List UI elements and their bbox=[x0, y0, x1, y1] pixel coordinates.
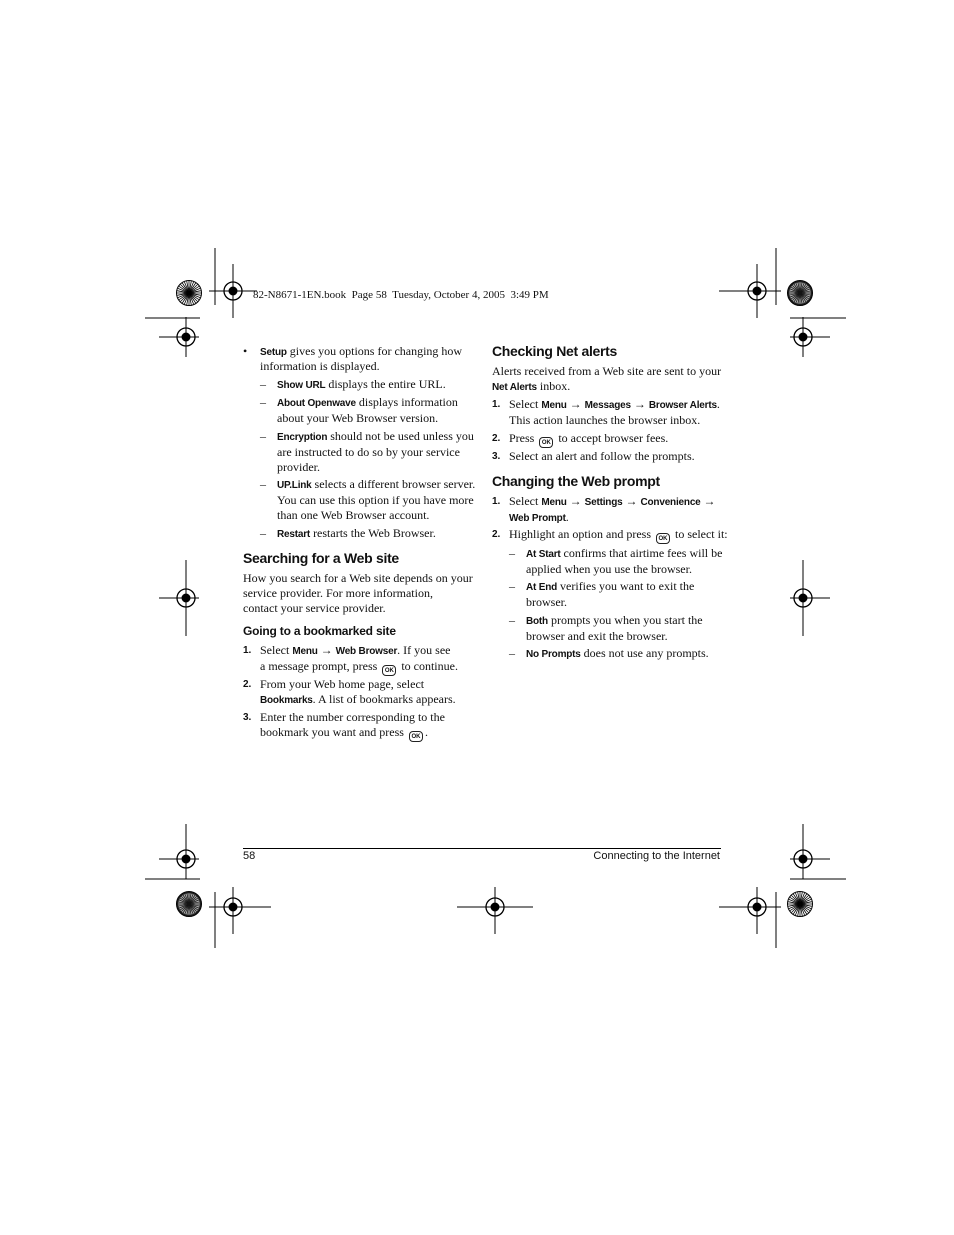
step-text: Press bbox=[509, 431, 535, 445]
step-text: Select bbox=[260, 643, 293, 657]
registration-target-icon bbox=[790, 560, 830, 636]
page-number: 58 bbox=[243, 850, 256, 862]
subitem-label: Both bbox=[526, 616, 548, 627]
dash-marker: – bbox=[260, 429, 266, 443]
subitem-text: selects a different browser server. bbox=[311, 477, 476, 491]
subitem-text: browser. bbox=[526, 595, 567, 609]
step-text: to accept browser fees. bbox=[555, 431, 669, 445]
subitem-label: No Prompts bbox=[526, 649, 581, 660]
registration-target-icon bbox=[790, 317, 830, 357]
subitem-text: restarts the Web Browser. bbox=[310, 526, 436, 540]
subitem-text: prompts you when you start the bbox=[547, 613, 703, 627]
web-prompt-step-1 bbox=[509, 494, 716, 526]
subitem-text: are instructed to do so by your service bbox=[277, 445, 460, 459]
registration-target-icon bbox=[719, 264, 781, 318]
net-alerts-body bbox=[492, 364, 721, 395]
step-text: This action launches the browser inbox. bbox=[509, 413, 701, 427]
subitem-uplink bbox=[277, 477, 475, 523]
step-text: . bbox=[424, 725, 428, 739]
print-header: 82-N8671-1EN.book Page 58 Tuesday, October 4, 2005 3:49 PM bbox=[253, 289, 549, 301]
subitem-text: about your Web Browser version. bbox=[277, 411, 439, 425]
subitem-text: verifies you want to exit the bbox=[557, 579, 695, 593]
dash-marker: – bbox=[509, 646, 515, 660]
bookmark-step-1 bbox=[260, 643, 458, 676]
registration-wheel-icon bbox=[177, 281, 202, 306]
web-prompt-label: Web Prompt bbox=[509, 513, 566, 524]
subitem-text: does not use any prompts. bbox=[580, 646, 709, 660]
menu-label: Menu bbox=[541, 400, 567, 411]
menu-label: Menu bbox=[541, 497, 567, 508]
body-line: Alerts received from a Web site are sent to your bbox=[492, 364, 722, 378]
net-alerts-step-1 bbox=[509, 397, 720, 428]
step-text: . bbox=[716, 397, 720, 411]
arrow: → bbox=[700, 494, 716, 508]
step-text: Highlight an option and press bbox=[509, 527, 651, 541]
step-number: 2. bbox=[243, 679, 252, 690]
step-text: a message prompt, press bbox=[260, 659, 378, 673]
step-number: 1. bbox=[243, 645, 252, 656]
setup-text-2: information is displayed. bbox=[260, 359, 380, 373]
heading-searching: Searching for a Web site bbox=[243, 550, 399, 566]
registration-target-icon bbox=[209, 887, 271, 934]
subitem-text: browser and exit the browser. bbox=[526, 629, 668, 643]
step-number: 3. bbox=[492, 451, 501, 462]
subitem-label: About Openwave bbox=[277, 398, 356, 409]
arrow: → bbox=[566, 397, 585, 411]
registration-target-icon bbox=[457, 887, 533, 934]
setup-item bbox=[260, 344, 462, 360]
step-number: 1. bbox=[492, 496, 501, 507]
dash-marker: – bbox=[260, 377, 266, 391]
heading-web-prompt: Changing the Web prompt bbox=[492, 473, 660, 489]
body-line: How you search for a Web site depends on your bbox=[243, 571, 473, 585]
footer-rule bbox=[243, 848, 721, 849]
step-text: . A list of bookmarks appears. bbox=[312, 692, 456, 706]
arrow: → bbox=[317, 643, 336, 657]
dash-marker: – bbox=[509, 579, 515, 593]
subitem-no-prompts bbox=[526, 646, 709, 662]
net-alerts-step-2 bbox=[509, 431, 668, 448]
subitem-label: UP.Link bbox=[277, 480, 312, 491]
subitem-at-end bbox=[526, 579, 694, 610]
subitem-label: Restart bbox=[277, 529, 311, 540]
dash-marker: – bbox=[260, 526, 266, 540]
subitem-at-start bbox=[526, 546, 722, 577]
dash-marker: – bbox=[260, 395, 266, 409]
bookmark-step-3 bbox=[260, 710, 445, 742]
subitem-show-url bbox=[277, 377, 446, 393]
step-text: . bbox=[565, 510, 569, 524]
setup-label: Setup bbox=[260, 347, 287, 358]
registration-wheel-icon bbox=[788, 281, 813, 306]
step-text: to continue. bbox=[398, 659, 458, 673]
heading-net-alerts: Checking Net alerts bbox=[492, 343, 618, 359]
ok-key-icon: OK bbox=[656, 533, 670, 544]
ok-key-icon: OK bbox=[382, 665, 396, 676]
step-number: 1. bbox=[492, 399, 501, 410]
menu-label: Menu bbox=[292, 646, 318, 657]
body-line: service provider. For more information, bbox=[243, 586, 433, 600]
setup-text: gives you options for changing how bbox=[286, 344, 463, 358]
registration-target-icon bbox=[209, 264, 257, 318]
bookmarks-label: Bookmarks bbox=[260, 695, 313, 706]
registration-target-icon bbox=[159, 824, 199, 879]
step-text: Enter the number corresponding to the bbox=[260, 710, 445, 724]
web-prompt-step-2 bbox=[509, 527, 728, 544]
registration-target-icon bbox=[159, 317, 199, 357]
step-text: Select bbox=[509, 494, 542, 508]
subitem-text: displays the entire URL. bbox=[325, 377, 446, 391]
dash-marker: – bbox=[509, 546, 515, 560]
body-line: contact your service provider. bbox=[243, 601, 386, 615]
registration-target-icon bbox=[159, 560, 199, 636]
subitem-label: Show URL bbox=[277, 380, 326, 391]
subitem-text: confirms that airtime fees will be bbox=[560, 546, 723, 560]
subitem-both bbox=[526, 613, 703, 644]
registration-target-icon bbox=[719, 887, 781, 934]
arrow: → bbox=[622, 494, 641, 508]
heading-bookmarked: Going to a bookmarked site bbox=[243, 624, 396, 638]
convenience-label: Convenience bbox=[640, 497, 701, 508]
body-line: inbox. bbox=[536, 379, 571, 393]
bullet-marker: • bbox=[243, 344, 248, 358]
searching-body bbox=[243, 571, 473, 616]
registration-wheel-icon bbox=[177, 892, 202, 917]
step-text: bookmark you want and press bbox=[260, 725, 404, 739]
browser-alerts-label: Browser Alerts bbox=[648, 400, 717, 411]
settings-label: Settings bbox=[584, 497, 623, 508]
ok-key-icon: OK bbox=[539, 437, 553, 448]
web-browser-label: Web Browser bbox=[335, 646, 398, 657]
subitem-label: At Start bbox=[526, 549, 561, 560]
dash-marker: – bbox=[509, 613, 515, 627]
subitem-text: should not be used unless you bbox=[327, 429, 474, 443]
ok-key-icon: OK bbox=[409, 731, 423, 742]
messages-label: Messages bbox=[584, 400, 631, 411]
subitem-text: You can use this option if you have more bbox=[277, 493, 474, 507]
step-text: From your Web home page, select bbox=[260, 677, 425, 691]
registration-target-icon bbox=[790, 824, 830, 879]
step-number: 2. bbox=[492, 433, 501, 444]
arrow: → bbox=[630, 397, 649, 411]
subitem-label: Encryption bbox=[277, 432, 328, 443]
net-alerts-label: Net Alerts bbox=[492, 382, 537, 393]
step-text: Select bbox=[509, 397, 542, 411]
subitem-text: than one Web Browser account. bbox=[277, 508, 430, 522]
bookmark-step-2 bbox=[260, 677, 456, 708]
net-alerts-step-3: Select an alert and follow the prompts. bbox=[509, 449, 695, 463]
step-number: 3. bbox=[243, 712, 252, 723]
subitem-restart bbox=[277, 526, 436, 542]
subitem-text: provider. bbox=[277, 460, 320, 474]
subitem-encryption bbox=[277, 429, 474, 475]
dash-marker: – bbox=[260, 477, 266, 491]
subitem-about-openwave bbox=[277, 395, 458, 426]
step-number: 2. bbox=[492, 529, 501, 540]
subitem-text: displays information bbox=[355, 395, 458, 409]
step-text: . If you see bbox=[397, 643, 451, 657]
footer-section: Connecting to the Internet bbox=[593, 850, 720, 862]
registration-wheel-icon bbox=[788, 892, 813, 917]
subitem-label: At End bbox=[526, 582, 558, 593]
arrow: → bbox=[566, 494, 585, 508]
subitem-text: applied when you use the browser. bbox=[526, 562, 692, 576]
step-text: to select it: bbox=[671, 527, 728, 541]
